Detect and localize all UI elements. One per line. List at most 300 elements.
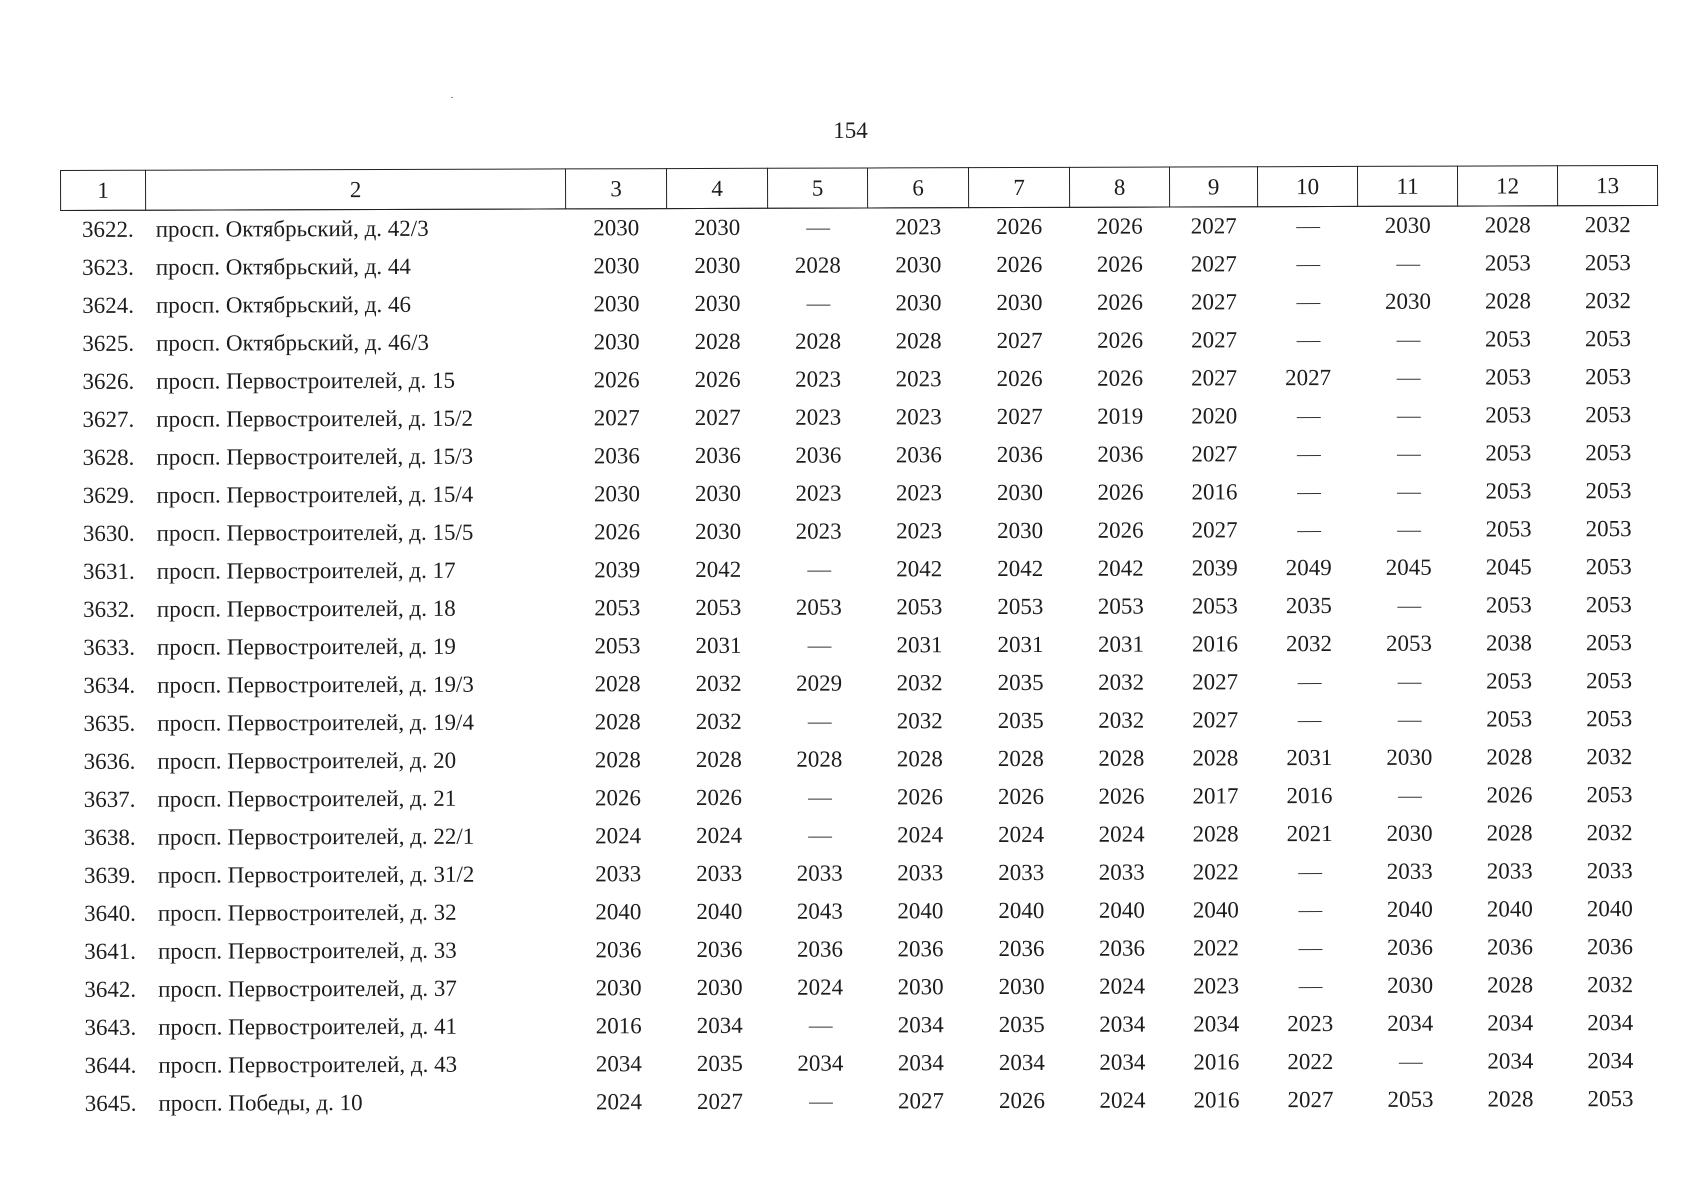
year-cell: 2030 bbox=[1386, 820, 1433, 846]
year-cell: 2026 bbox=[1097, 479, 1144, 505]
year-cell: 2031 bbox=[896, 632, 943, 658]
year-cell: 2016 bbox=[595, 1013, 642, 1039]
year-cell: 2053 bbox=[1585, 592, 1632, 618]
dash-mark bbox=[806, 229, 830, 231]
row-number: 3640. bbox=[84, 900, 136, 926]
year-cell: 2035 bbox=[997, 669, 1044, 696]
row-number: 3636. bbox=[83, 748, 136, 774]
table-row bbox=[62, 662, 1659, 705]
row-number: 3626. bbox=[82, 368, 135, 394]
year-cell: 2027 bbox=[1192, 707, 1239, 733]
year-cell: 2036 bbox=[998, 935, 1045, 962]
year-cell: 2053 bbox=[1586, 668, 1633, 694]
year-cell bbox=[1359, 663, 1459, 701]
dash-mark bbox=[1396, 455, 1420, 457]
year-cell: 2016 bbox=[1286, 783, 1333, 809]
year-cell: 2034 bbox=[797, 1050, 844, 1076]
year-cell: 2030 bbox=[695, 518, 742, 545]
year-cell: 2028 bbox=[695, 746, 742, 773]
year-cell: 2027 bbox=[996, 327, 1043, 354]
year-cell: 2053 bbox=[1586, 706, 1633, 732]
address-cell: просп. Первостроителей, д. 19 bbox=[156, 633, 456, 660]
address-cell: просп. Октябрьский, д. 42/3 bbox=[155, 215, 429, 242]
row-number: 3629. bbox=[82, 482, 135, 508]
row-number: 3641. bbox=[84, 938, 136, 964]
year-cell bbox=[769, 778, 869, 816]
year-cell: 2040 bbox=[595, 899, 642, 925]
address-cell: просп. Первостроителей, д. 18 bbox=[156, 595, 456, 622]
table-row bbox=[62, 624, 1659, 667]
year-cell: 2053 bbox=[1191, 593, 1238, 619]
year-cell: 2023 bbox=[896, 518, 943, 544]
year-cell: 2017 bbox=[1192, 783, 1239, 809]
dash-mark bbox=[1296, 303, 1320, 305]
year-cell: 2053 bbox=[1585, 554, 1632, 580]
year-cell: 2026 bbox=[1096, 251, 1143, 277]
table-row bbox=[62, 548, 1659, 591]
year-cell: 2034 bbox=[595, 1051, 642, 1077]
year-cell: 2033 bbox=[796, 860, 843, 886]
year-cell: 2027 bbox=[696, 1088, 743, 1115]
dash-mark bbox=[1398, 1063, 1422, 1065]
year-cell: 2023 bbox=[895, 480, 943, 506]
year-cell bbox=[1260, 891, 1360, 929]
year-cell: 2023 bbox=[895, 404, 942, 430]
year-cell: 2036 bbox=[795, 442, 842, 468]
year-cell bbox=[1359, 777, 1459, 815]
year-cell: 2026 bbox=[695, 784, 743, 811]
table-row bbox=[63, 814, 1660, 857]
year-cell: 2027 bbox=[1285, 365, 1332, 391]
year-cell: 2024 bbox=[1098, 821, 1145, 847]
year-cell bbox=[769, 550, 869, 588]
year-cell: 2053 bbox=[695, 594, 742, 621]
year-cell: 2027 bbox=[694, 404, 741, 431]
year-cell bbox=[1359, 587, 1459, 625]
year-cell: 2032 bbox=[1586, 820, 1633, 846]
year-cell: 2053 bbox=[1484, 326, 1532, 352]
year-cell: 2040 bbox=[897, 898, 944, 924]
year-cell: 2027 bbox=[1190, 213, 1237, 239]
table-row bbox=[61, 282, 1658, 325]
year-cell: 2032 bbox=[1584, 288, 1631, 314]
year-cell: 2027 bbox=[1192, 669, 1239, 695]
year-cell: 2036 bbox=[1098, 935, 1145, 961]
year-cell: 2026 bbox=[1097, 365, 1144, 391]
year-cell: 2028 bbox=[997, 745, 1044, 772]
year-cell: 2042 bbox=[695, 556, 742, 583]
year-cell: 2030 bbox=[694, 252, 741, 279]
row-number: 3622. bbox=[81, 216, 134, 242]
year-cell: 2028 bbox=[896, 746, 943, 772]
table-row bbox=[61, 205, 1658, 249]
year-cell: 2028 bbox=[694, 328, 741, 355]
dash-mark bbox=[1297, 493, 1321, 495]
year-cell: 2023 bbox=[895, 214, 942, 240]
dash-mark bbox=[807, 723, 831, 725]
year-cell: 2026 bbox=[1096, 289, 1143, 315]
year-cell: 2032 bbox=[1586, 744, 1633, 770]
year-cell: 2026 bbox=[996, 251, 1043, 278]
table-row bbox=[63, 1080, 1660, 1123]
year-cell bbox=[1358, 397, 1458, 435]
year-cell: 2030 bbox=[1386, 744, 1433, 770]
year-cell: 2032 bbox=[695, 670, 742, 697]
address-cell: просп. Первостроителей, д. 32 bbox=[157, 899, 457, 926]
year-cell: 2053 bbox=[594, 633, 641, 659]
data-table bbox=[60, 165, 1661, 1123]
year-cell: 2032 bbox=[695, 708, 742, 735]
year-cell: 2019 bbox=[1097, 403, 1144, 429]
column-header-10: 10 bbox=[1257, 166, 1357, 206]
year-cell bbox=[1258, 283, 1358, 321]
address-cell: просп. Первостроителей, д. 43 bbox=[158, 1051, 458, 1078]
row-number: 3623. bbox=[82, 254, 134, 280]
year-cell bbox=[1260, 929, 1360, 967]
table-row bbox=[61, 244, 1658, 287]
year-cell: 2027 bbox=[996, 403, 1043, 430]
year-cell: 2040 bbox=[998, 897, 1045, 924]
table-row bbox=[63, 928, 1660, 971]
year-cell: 2031 bbox=[997, 631, 1044, 658]
year-cell: 2023 bbox=[795, 404, 842, 430]
year-cell: 2024 bbox=[897, 822, 944, 848]
year-cell: 2053 bbox=[1485, 364, 1532, 390]
year-cell: 2053 bbox=[1587, 1086, 1634, 1112]
dash-mark bbox=[1397, 531, 1421, 533]
year-cell bbox=[1259, 701, 1359, 739]
year-cell: 2033 bbox=[897, 860, 944, 886]
year-cell: 2026 bbox=[997, 783, 1045, 810]
year-cell: 2034 bbox=[1587, 1048, 1634, 1074]
year-cell: 2034 bbox=[998, 1049, 1045, 1076]
address-cell: просп. Октябрьский, д. 44 bbox=[155, 253, 411, 280]
column-header-13: 13 bbox=[1557, 165, 1657, 205]
year-cell: 2024 bbox=[696, 822, 743, 849]
year-cell: 2034 bbox=[1099, 1011, 1146, 1037]
year-cell: 2030 bbox=[996, 479, 1044, 506]
year-cell: 2038 bbox=[1485, 630, 1533, 656]
year-cell: 2040 bbox=[1386, 896, 1433, 922]
address-cell: просп. Первостроителей, д. 37 bbox=[158, 975, 457, 1002]
year-cell: 2053 bbox=[1585, 516, 1632, 542]
year-cell: 2026 bbox=[1097, 517, 1144, 543]
year-cell: 2027 bbox=[1191, 441, 1238, 467]
year-cell: 2030 bbox=[593, 215, 640, 241]
year-cell: 2020 bbox=[1191, 403, 1238, 429]
year-cell: 2030 bbox=[998, 973, 1045, 1000]
year-cell: 2032 bbox=[896, 670, 943, 696]
year-cell: 2032 bbox=[896, 708, 943, 734]
year-cell: 2030 bbox=[1387, 972, 1434, 998]
table-row bbox=[61, 434, 1658, 477]
year-cell: 2034 bbox=[1587, 1010, 1634, 1036]
table-row bbox=[62, 776, 1659, 819]
table-body bbox=[61, 205, 1661, 1123]
dash-mark bbox=[1296, 265, 1320, 267]
year-cell: 2033 bbox=[1486, 858, 1533, 884]
year-cell: 2016 bbox=[1193, 1087, 1240, 1113]
year-cell: 2028 bbox=[795, 328, 842, 354]
year-cell: 2040 bbox=[1486, 896, 1533, 922]
year-cell bbox=[1260, 967, 1360, 1005]
column-header-2: 2 bbox=[146, 169, 566, 210]
year-cell: 2030 bbox=[694, 290, 741, 317]
address-cell: просп. Первостроителей, д. 15/5 bbox=[156, 519, 474, 546]
year-cell: 2053 bbox=[1584, 250, 1631, 276]
year-cell bbox=[768, 284, 868, 322]
year-cell: 2053 bbox=[1385, 630, 1433, 656]
row-number: 3637. bbox=[83, 786, 136, 812]
year-cell: 2028 bbox=[796, 746, 843, 772]
year-cell: 2053 bbox=[1387, 1086, 1434, 1112]
year-cell: 2026 bbox=[594, 785, 642, 811]
year-cell: 2027 bbox=[1190, 251, 1237, 277]
address-cell: просп. Первостроителей, д. 15/3 bbox=[156, 443, 474, 470]
dash-mark bbox=[1297, 683, 1321, 685]
year-cell: 2022 bbox=[1192, 859, 1239, 885]
dash-mark bbox=[1298, 873, 1322, 875]
year-cell: 2028 bbox=[1486, 820, 1533, 846]
scan-speck bbox=[451, 97, 453, 98]
year-cell: 2033 bbox=[1586, 858, 1633, 884]
year-cell bbox=[1359, 511, 1459, 549]
address-cell: просп. Первостроителей, д. 31/2 bbox=[157, 861, 475, 888]
year-cell bbox=[1258, 397, 1358, 435]
year-cell: 2053 bbox=[1097, 593, 1144, 619]
table-row bbox=[61, 396, 1658, 439]
table-row bbox=[62, 738, 1659, 781]
year-cell: 2030 bbox=[593, 253, 640, 279]
dash-mark bbox=[1397, 493, 1421, 495]
dash-mark bbox=[1298, 911, 1322, 913]
address-cell: просп. Первостроителей, д. 19/3 bbox=[157, 671, 474, 698]
year-cell: 2032 bbox=[1587, 972, 1634, 998]
year-cell: 2023 bbox=[1193, 973, 1240, 999]
year-cell bbox=[770, 1082, 870, 1120]
dash-mark bbox=[1396, 417, 1420, 419]
dash-mark bbox=[1397, 683, 1421, 685]
year-cell: 2032 bbox=[1285, 631, 1333, 657]
year-cell: 2030 bbox=[595, 975, 642, 1001]
year-cell: 2036 bbox=[796, 936, 843, 962]
column-header-12: 12 bbox=[1457, 166, 1557, 206]
year-cell: 2024 bbox=[1099, 1087, 1146, 1113]
table-row bbox=[61, 320, 1658, 363]
year-cell bbox=[1358, 245, 1458, 283]
year-cell: 2028 bbox=[594, 671, 641, 697]
year-cell: 2053 bbox=[1585, 402, 1632, 428]
year-cell bbox=[1259, 663, 1359, 701]
year-cell: 2040 bbox=[696, 898, 743, 925]
column-header-6: 6 bbox=[867, 168, 968, 208]
dash-mark bbox=[1396, 379, 1420, 381]
address-cell: просп. Первостроителей, д. 19/4 bbox=[157, 709, 474, 736]
year-cell: 2036 bbox=[1586, 934, 1633, 960]
dash-mark bbox=[1296, 341, 1320, 343]
year-cell: 2030 bbox=[694, 480, 742, 507]
year-cell: 2023 bbox=[895, 366, 942, 392]
year-cell: 2039 bbox=[1191, 555, 1238, 581]
year-cell: 2031 bbox=[1097, 631, 1145, 657]
row-number: 3627. bbox=[82, 406, 135, 432]
year-cell: 2053 bbox=[1485, 592, 1532, 618]
table-header bbox=[61, 165, 1658, 210]
year-cell bbox=[1258, 435, 1358, 473]
row-number: 3634. bbox=[83, 672, 136, 698]
address-cell: просп. Первостроителей, д. 21 bbox=[157, 785, 457, 812]
dash-mark bbox=[1297, 721, 1321, 723]
address-cell: просп. Первостроителей, д. 22/1 bbox=[157, 823, 475, 850]
year-cell bbox=[1359, 701, 1459, 739]
year-cell: 2035 bbox=[998, 1011, 1045, 1038]
year-cell: 2034 bbox=[1387, 1010, 1434, 1036]
year-cell: 2022 bbox=[1287, 1049, 1334, 1075]
year-cell: 2027 bbox=[897, 1088, 944, 1114]
year-cell: 2026 bbox=[1098, 783, 1145, 809]
year-cell: 2024 bbox=[595, 1089, 642, 1115]
year-cell: 2022 bbox=[1192, 935, 1239, 961]
year-cell: 2036 bbox=[694, 442, 741, 469]
year-cell bbox=[1258, 206, 1358, 245]
column-header-8: 8 bbox=[1069, 167, 1169, 207]
year-cell: 2027 bbox=[1191, 365, 1238, 391]
year-cell: 2042 bbox=[997, 555, 1044, 582]
dash-mark bbox=[1397, 797, 1421, 799]
year-cell: 2036 bbox=[1486, 934, 1533, 960]
year-cell: 2030 bbox=[593, 329, 640, 355]
year-cell: 2049 bbox=[1285, 555, 1332, 581]
dash-mark bbox=[807, 571, 831, 573]
year-cell: 2034 bbox=[1487, 1010, 1534, 1036]
dash-mark bbox=[808, 1027, 832, 1029]
dash-mark bbox=[1296, 227, 1320, 229]
year-cell: 2026 bbox=[998, 1087, 1045, 1114]
column-header-3: 3 bbox=[565, 169, 666, 209]
year-cell: 2028 bbox=[594, 709, 641, 735]
year-cell: 2034 bbox=[1487, 1048, 1534, 1074]
year-cell: 2053 bbox=[997, 593, 1044, 620]
year-cell bbox=[1258, 473, 1358, 511]
year-cell bbox=[769, 702, 869, 740]
year-cell: 2028 bbox=[1484, 212, 1531, 238]
year-cell bbox=[768, 208, 868, 247]
header-row bbox=[61, 165, 1658, 210]
year-cell bbox=[770, 816, 870, 854]
year-cell: 2036 bbox=[897, 936, 944, 962]
address-cell: просп. Первостроителей, д. 33 bbox=[157, 937, 457, 964]
year-cell: 2036 bbox=[996, 441, 1043, 468]
dash-mark bbox=[1296, 417, 1320, 419]
year-cell: 2053 bbox=[1584, 326, 1632, 352]
year-cell: 2045 bbox=[1485, 554, 1532, 580]
address-cell: просп. Октябрьский, д. 46 bbox=[155, 291, 412, 318]
year-cell: 2053 bbox=[1486, 668, 1533, 694]
year-cell: 2028 bbox=[1487, 1086, 1534, 1112]
table-row bbox=[61, 358, 1658, 401]
year-cell: 2040 bbox=[1586, 896, 1633, 922]
year-cell: 2032 bbox=[1584, 212, 1631, 238]
table-row bbox=[62, 700, 1659, 743]
year-cell bbox=[1358, 321, 1458, 359]
year-cell: 2053 bbox=[594, 595, 641, 621]
dash-mark bbox=[1396, 265, 1420, 267]
dash-mark bbox=[1397, 607, 1421, 609]
year-cell: 2024 bbox=[595, 823, 642, 849]
year-cell bbox=[1258, 321, 1358, 359]
year-cell: 2032 bbox=[1098, 669, 1145, 695]
year-cell: 2040 bbox=[1098, 897, 1145, 923]
year-cell: 2029 bbox=[796, 670, 843, 696]
year-cell: 2030 bbox=[996, 289, 1043, 316]
dash-mark bbox=[807, 799, 831, 801]
year-cell bbox=[1358, 473, 1458, 511]
table-container bbox=[60, 165, 1660, 1123]
address-cell: просп. Первостроителей, д. 15/2 bbox=[156, 405, 474, 432]
column-header-4: 4 bbox=[666, 168, 767, 208]
year-cell: 2053 bbox=[1585, 440, 1632, 466]
year-cell: 2028 bbox=[594, 747, 641, 773]
year-cell: 2026 bbox=[593, 367, 640, 393]
dash-mark bbox=[1296, 455, 1320, 457]
row-number: 3624. bbox=[82, 292, 134, 318]
year-cell: 2028 bbox=[1192, 745, 1239, 771]
year-cell: 2028 bbox=[1192, 821, 1239, 847]
address-cell: просп. Первостроителей, д. 17 bbox=[156, 557, 456, 584]
year-cell: 2053 bbox=[1586, 782, 1633, 808]
year-cell: 2034 bbox=[696, 1012, 743, 1039]
year-cell: 2023 bbox=[795, 366, 842, 392]
table-row bbox=[63, 1042, 1660, 1085]
year-cell bbox=[770, 1006, 870, 1044]
year-cell: 2023 bbox=[795, 518, 842, 544]
dash-mark bbox=[808, 1103, 832, 1105]
row-number: 3633. bbox=[83, 634, 136, 660]
table-row bbox=[63, 1004, 1660, 1047]
year-cell: 2053 bbox=[1585, 478, 1632, 504]
year-cell: 2033 bbox=[1098, 859, 1145, 885]
year-cell: 2034 bbox=[897, 1050, 944, 1076]
year-cell: 2026 bbox=[996, 213, 1043, 240]
year-cell: 2036 bbox=[595, 937, 642, 963]
year-cell: 2034 bbox=[1099, 1049, 1146, 1075]
year-cell: 2016 bbox=[1191, 631, 1239, 657]
year-cell: 2035 bbox=[997, 707, 1044, 734]
year-cell: 2030 bbox=[1384, 212, 1431, 238]
year-cell: 2030 bbox=[997, 517, 1044, 544]
year-cell bbox=[1358, 435, 1458, 473]
table-row bbox=[63, 852, 1660, 895]
row-number: 3630. bbox=[82, 520, 135, 546]
year-cell: 2036 bbox=[1097, 441, 1144, 467]
year-cell: 2036 bbox=[895, 442, 942, 468]
year-cell: 2030 bbox=[593, 481, 641, 507]
table-row bbox=[62, 586, 1659, 629]
address-cell: просп. Победы, д. 10 bbox=[158, 1090, 363, 1116]
year-cell: 2027 bbox=[1191, 517, 1238, 543]
year-cell: 2026 bbox=[996, 365, 1043, 392]
year-cell: 2016 bbox=[1191, 479, 1238, 505]
year-cell: 2027 bbox=[593, 405, 640, 431]
dash-mark bbox=[1298, 949, 1322, 951]
address-cell: просп. Первостроителей, д. 15 bbox=[156, 367, 456, 394]
year-cell: 2026 bbox=[1097, 327, 1144, 353]
table-row bbox=[63, 890, 1660, 933]
year-cell: 2032 bbox=[1098, 707, 1145, 733]
dash-mark bbox=[1397, 721, 1421, 723]
year-cell: 2036 bbox=[593, 443, 640, 469]
year-cell: 2053 bbox=[1485, 440, 1532, 466]
